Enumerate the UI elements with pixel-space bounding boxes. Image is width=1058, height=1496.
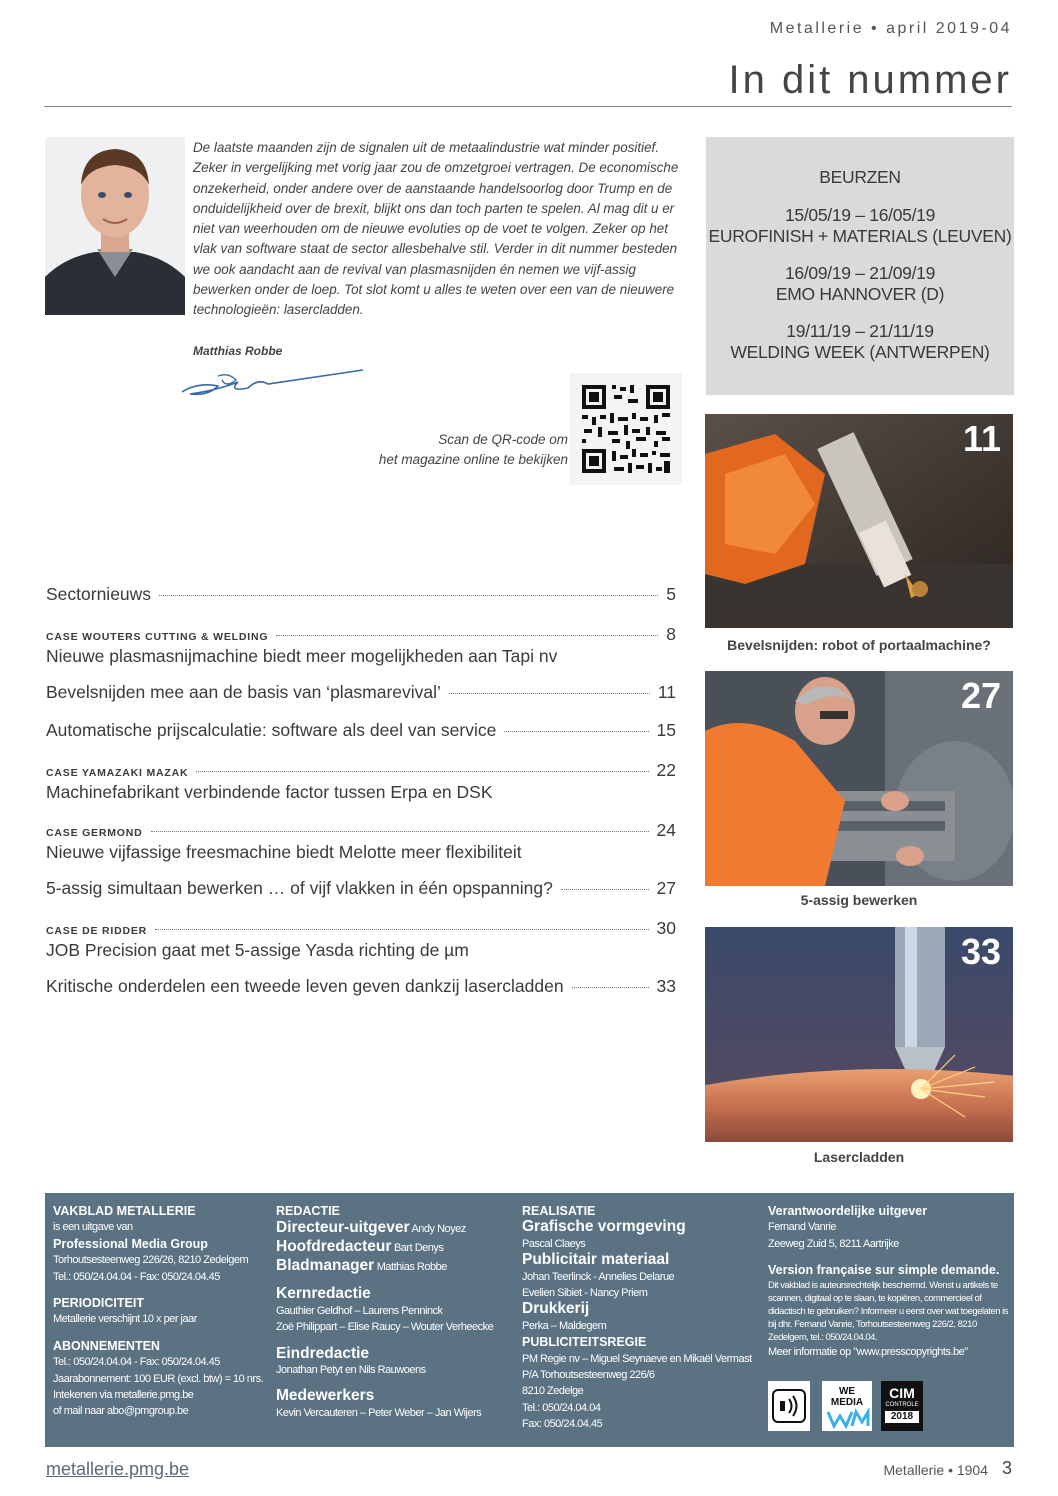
feature-image-plasma[interactable] [705, 414, 1013, 628]
editorial-text: De laatste maanden zijn de signalen uit de metaalindustrie wat minder positief. Zeker in vergelijking met vorig jaar zou de omzetgroei vertragen. De economische onzekerheid, onder andere over de aanstaande handelsoorlog door Trump en de onduidelijkheid over de brexit, blijkt ons dan toch parten te spelen. Al mag dit u er niet van weerhouden om de nieuwe evoluties op de voet te volgen. Zeker op het vlak van software staat de sector allesbehalve stil. Verder in dit nummer besteden we ook aandacht aan de revival van plasmasnijden én nemen we vijf-assig bewerken onder de loep. Tot slot komt u alles te weten over een van de nieuwere technologieën: lasercladden. [193, 140, 679, 318]
we-media-logo-text: WE MEDIA [830, 1386, 864, 1408]
toc-page: 8 [666, 624, 676, 644]
colophon-line: Torhoutsesteenweg 226/26, 8210 Zedelgem [53, 1254, 249, 1267]
qr-code[interactable] [570, 373, 682, 485]
colophon-line: Johan Teerlinck - Annelies Delarue [522, 1270, 675, 1283]
colophon-line: Jaarabonnement: 100 EUR (excl. btw) = 10 nrs. [53, 1372, 264, 1385]
toc-leader [196, 771, 648, 772]
page-number: 3 [1001, 1458, 1012, 1478]
toc-title: JOB Precision gaat met 5-assige Yasda richting de µm [46, 940, 469, 960]
colophon-heading: ABONNEMENTEN [53, 1338, 160, 1353]
colophon [45, 1193, 1014, 1447]
fair-item [706, 205, 1014, 247]
toc-title: Nieuwe plasmasnijmachine biedt meer mogelijkheden aan Tapi nv [46, 646, 558, 666]
colophon-heading: VAKBLAD METALLERIE [53, 1204, 196, 1218]
colophon-heading: Version française sur simple demande. [768, 1263, 1000, 1278]
toc-leader [572, 987, 649, 988]
toc-page: 24 [656, 820, 676, 840]
colophon-line: Fernand Vanrie [768, 1221, 837, 1234]
feature-caption: 5-assig bewerken [800, 892, 918, 908]
feature-page-number: 11 [962, 418, 1001, 459]
toc-case-label: CASE DE RIDDER [46, 925, 148, 937]
toc-entry[interactable] [46, 624, 676, 667]
toc-leader [151, 831, 649, 832]
colophon-link[interactable]: Intekenen via metallerie.pmg.be [53, 1389, 194, 1402]
colophon-line: Gauthier Geldhof – Laurens Penninck [276, 1304, 443, 1317]
toc-case-label: CASE WOUTERS CUTTING & WELDING [46, 631, 269, 643]
feature-caption: Lasercladden [813, 1149, 905, 1165]
fairs-box [706, 137, 1014, 395]
colophon-role: Hoofdredacteur [276, 1238, 392, 1256]
toc-entry[interactable] [46, 878, 676, 899]
fair-item [706, 263, 1014, 305]
toc-title: Automatische prijscalculatie: software als deel van service [46, 720, 497, 740]
fair-dates: 15/05/19 – 16/05/19 [785, 205, 935, 225]
qr-caption-line2: het magazine online te bekijken [378, 452, 568, 467]
colophon-heading: REALISATIE [522, 1204, 596, 1218]
colophon-subheading: Eindredactie [276, 1344, 370, 1362]
toc-page: 22 [656, 760, 676, 780]
feature-caption: Bevelsnijden: robot of portaalmachine? [727, 637, 991, 653]
colophon-line: Evelien Sibiet - Nancy Priem [522, 1287, 648, 1300]
colophon-subheading: Medewerkers [276, 1387, 375, 1405]
toc-page: 30 [656, 918, 676, 938]
toc-title: Nieuwe vijfassige freesmachine biedt Melotte meer flexibiliteit [46, 842, 522, 862]
toc-entry[interactable] [46, 918, 676, 961]
feature-page-number: 27 [960, 675, 1001, 716]
colophon-line: is een uitgave van [53, 1221, 133, 1234]
editorial-author: Matthias Robbe [193, 344, 283, 358]
cim-logo-sub: CONTROLE [885, 1402, 919, 1408]
toc-case-label: CASE GERMOND [46, 827, 143, 839]
toc-page: 27 [656, 878, 676, 898]
toc-entry[interactable] [46, 682, 676, 703]
toc-entry[interactable] [46, 820, 676, 863]
colophon-line: Zeeweg Zuid 5, 8211 Aartrijke [768, 1237, 899, 1250]
colophon-subheading: Publicitair materiaal [522, 1251, 670, 1269]
colophon-line: Fax: 050/24.04.45 [522, 1418, 603, 1431]
toc-leader [504, 731, 648, 732]
colophon-line: Metallerie verschijnt 10 x per jaar [53, 1313, 197, 1326]
fairs-heading: BEURZEN [819, 167, 901, 187]
page-title: In dit nummer [728, 58, 1012, 102]
toc-page: 33 [656, 976, 676, 996]
toc-title: Kritische onderdelen een tweede leven geven dankzij lasercladden [46, 976, 564, 996]
colophon-heading: REDACTIE [276, 1204, 340, 1218]
toc-entry[interactable] [46, 720, 676, 741]
fair-dates: 19/11/19 – 21/11/19 [786, 321, 934, 341]
fair-item [706, 321, 1014, 363]
signature-image [178, 362, 368, 402]
colophon-subheading: Drukkerij [522, 1300, 590, 1318]
toc-case-label: CASE YAMAZAKI MAZAK [46, 767, 189, 779]
colophon-subheading: Kernredactie [276, 1285, 371, 1303]
colophon-email[interactable]: of mail naar abo@pmgroup.be [53, 1405, 189, 1418]
colophon-line: PM Regie nv – Miguel Seynaeve en Mikaël Vermast [522, 1352, 752, 1365]
website-link[interactable]: metallerie.pmg.be [46, 1459, 190, 1479]
feature-image-lasercladding[interactable] [705, 927, 1013, 1142]
colophon-subheading: Grafische vormgeving [522, 1218, 686, 1236]
cim-logo [881, 1381, 923, 1431]
issue-label: Metallerie • april 2019-04 [769, 20, 1012, 37]
colophon-heading: Verantwoordelijke uitgever [768, 1204, 928, 1218]
toc-entry[interactable] [46, 584, 676, 605]
toc-leader [276, 635, 658, 636]
toc-page: 5 [666, 584, 676, 604]
feature-page-number: 33 [960, 931, 1001, 972]
colophon-production [522, 1203, 758, 1433]
copyright-notice: Dit vakblad is auteursrechtelijk beschermd. Wenst u artikels te scannen, digitaal op te slaan, te kopiëren, commercieel of didactisch te gebruiken? Informeer u eerst over wat toegelaten is bij dhr. Fernand Vanrie, Torhoutsesteenweg 226/2, 8210 Zedelgem, tel.: 050/24.04.04. [768, 1279, 1008, 1343]
publication-label: Metallerie • 1904 [883, 1462, 988, 1478]
toc-entry[interactable] [46, 760, 676, 803]
colophon-line: Pascal Claeys [522, 1237, 586, 1250]
colophon-publisher [53, 1203, 273, 1420]
copyright-link[interactable]: Meer informatie op "www.presscopyrights.be" [768, 1345, 968, 1358]
colophon-heading: PERIODICITEIT [53, 1296, 144, 1311]
we-media-logo [822, 1381, 872, 1431]
colophon-publisher-name: Professional Media Group [53, 1236, 208, 1251]
fair-name: WELDING WEEK (ANTWERPEN) [730, 342, 990, 362]
colophon-line: Tel.: 050/24.04.04 - Fax: 050/24.04.45 [53, 1270, 220, 1283]
colophon-line: P/A Torhoutsesteenweg 226/6 [522, 1369, 655, 1382]
fair-dates: 16/09/19 – 21/09/19 [785, 263, 935, 283]
toc-title: 5-assig simultaan bewerken … of vijf vlakken in één opspanning? [46, 878, 553, 898]
toc-title: Sectornieuws [46, 584, 152, 604]
colophon-line: Perka – Maldegem [522, 1319, 607, 1332]
colophon-role: Directeur-uitgever [276, 1219, 410, 1237]
toc-leader [155, 929, 648, 930]
colophon-person: Matthias Robbe [376, 1261, 447, 1274]
toc-page: 15 [656, 720, 676, 740]
colophon-line: 8210 Zedelge [522, 1385, 584, 1398]
colophon-line: Kevin Vercauteren – Peter Weber – Jan Wijers [276, 1406, 482, 1419]
colophon-person: Andy Noyez [411, 1223, 466, 1236]
toc-leader [561, 889, 649, 890]
header-divider [44, 106, 1012, 107]
fair-name: EUROFINISH + MATERIALS (LEUVEN) [708, 226, 1012, 246]
toc-entry[interactable] [46, 976, 676, 997]
colophon-role: Bladmanager [276, 1257, 375, 1275]
press-copyright-logo [768, 1381, 810, 1431]
colophon-heading: PUBLICITEITSREGIE [522, 1335, 647, 1350]
cim-logo-text: CIM [889, 1385, 915, 1401]
toc-title: Bevelsnijden mee aan de basis van ‘plasmarevival’ [46, 682, 441, 702]
colophon-editorial [276, 1203, 512, 1421]
colophon-person: Bart Denys [393, 1242, 444, 1255]
colophon-legal [768, 1203, 1008, 1360]
colophon-line: Tel.: 050/24.04.04 - Fax: 050/24.04.45 [53, 1356, 220, 1369]
colophon-line: Tel.: 050/24.04.04 [522, 1401, 601, 1414]
toc-leader [159, 595, 658, 596]
qr-caption [360, 430, 568, 470]
colophon-line: Jonathan Petyt en Nils Rauwoens [276, 1364, 426, 1377]
qr-caption-line1: Scan de QR-code om [438, 432, 568, 447]
colophon-line: Zoë Philippart – Elise Raucy – Wouter Verheecke [276, 1321, 494, 1334]
toc-page: 11 [657, 682, 676, 702]
toc-leader [449, 693, 650, 694]
toc-title: Machinefabrikant verbindende factor tussen Erpa en DSK [46, 782, 493, 802]
feature-image-5axis[interactable] [705, 671, 1013, 886]
editor-photo [45, 137, 185, 315]
fair-name: EMO HANNOVER (D) [775, 284, 945, 304]
cim-logo-year: 2018 [885, 1411, 919, 1423]
